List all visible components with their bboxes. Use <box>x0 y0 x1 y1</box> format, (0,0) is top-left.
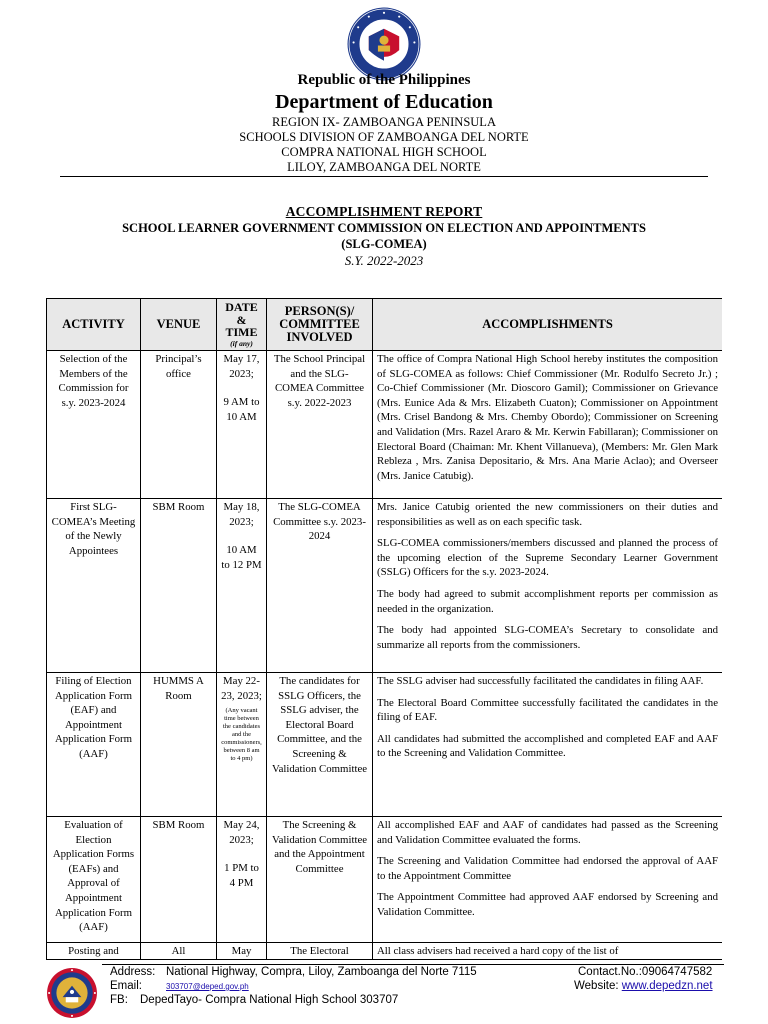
cell-venue: HUMMS A Room <box>141 673 217 817</box>
cell-venue: All <box>141 943 217 961</box>
footer-email: Email: 303707@deped.gov.ph <box>110 980 249 992</box>
school-logo-icon <box>46 967 98 1019</box>
header-region: REGION IX- ZAMBOANGA PENINSULA <box>272 115 496 129</box>
table-row <box>47 943 723 961</box>
cell-accomplishments: The SSLG adviser had successfully facilitated the candidates in filing AAF. The Electoral Board Committee successfully facilitated the candidates in the filing of EAF. All candidates had submitted the accomplished and completed EAF and AAF to the Screening and Validation Committee. <box>373 673 723 817</box>
table-row <box>47 499 723 673</box>
report-subtitle: SCHOOL LEARNER GOVERNMENT COMMISSION ON ELECTION AND APPOINTMENTS <box>122 221 646 235</box>
cell-venue: SBM Room <box>141 817 217 943</box>
cell-date: May 18, 2023; 10 AM to 12 PM <box>217 499 267 673</box>
cell-venue: SBM Room <box>141 499 217 673</box>
table-header-row <box>47 299 723 351</box>
website-link[interactable]: www.depedzn.net <box>621 980 713 992</box>
header-venue: VENUE <box>141 299 217 351</box>
cell-activity: Selection of the Members of the Commission for s.y. 2023-2024 <box>47 351 141 499</box>
cell-persons: The Screening & Validation Committee and the Appointment Committee <box>267 817 373 943</box>
footer-website: Website: www.depedzn.net <box>574 980 713 992</box>
cell-date: May 24, 2023; 1 PM to 4 PM <box>217 817 267 943</box>
cell-persons: The candidates for SSLG Officers, the SSLG adviser, the Electoral Board Committee, and the Screening & Validation Committee <box>267 673 373 817</box>
report-subtitle-abbrev: (SLG-COMEA) <box>341 237 427 251</box>
email-link[interactable]: 303707@deped.gov.ph <box>166 982 249 991</box>
report-title: ACCOMPLISHMENT REPORT <box>285 204 483 219</box>
accomplishment-table-wrapper <box>46 298 722 960</box>
header-date-time: DATE & TIME (if any) <box>217 299 267 351</box>
header-persons: PERSON(S)/ COMMITTEE INVOLVED <box>267 299 373 351</box>
cell-persons: The SLG-COMEA Committee s.y. 2023-2024 <box>267 499 373 673</box>
header-department: Department of Education <box>275 91 493 113</box>
footer-contact: Contact.No.:09064747582 <box>578 966 713 978</box>
header-accomplishments: ACCOMPLISHMENTS <box>373 299 723 351</box>
cell-persons: The Electoral <box>267 943 373 961</box>
header-school: COMPRA NATIONAL HIGH SCHOOL <box>281 145 487 159</box>
cell-activity: Posting and <box>47 943 141 961</box>
cell-accomplishments: The office of Compra National High School hereby institutes the composition of SLG-COMEA as follows: Chief Commissioner (Mr. Rodulfo Secreto Jr.) ; Co-Chief Commissioner (Mr. Dioscoro Gamil); Commissioner on Grievance (Mrs. Eunice Ada & Mrs. Elizabeth Cuaton); Commissioner on Appointment (Mrs. Crisel Bandong & Mrs. Chemby Obordo); Commissioner on Screening and Validation (Mrs. Razel Araro & Mr. Kerwin Fabillaran); Commissioner on Electoral Board (Chaiman: Mr. Khent Villanueva), (Members: Mr. Glen Mark Rebleza , Mrs. Zanisa Depositario, & Mrs. Ana Marie Aclao); and Overseer (Mrs. Janice Catubig). <box>373 351 723 499</box>
footer-facebook: FB: DepedTayo- Compra National High School 303707 <box>110 994 399 1006</box>
cell-activity: Evaluation of Election Application Forms (EAFs) and Approval of Appointment Application Form (AAF) <box>47 817 141 943</box>
cell-date: May <box>217 943 267 961</box>
table-row <box>47 817 723 943</box>
cell-persons: The School Principal and the SLG-COMEA Committee s.y. 2022-2023 <box>267 351 373 499</box>
accomplishment-table <box>46 298 722 960</box>
cell-venue: Principal’s office <box>141 351 217 499</box>
cell-accomplishments: All accomplished EAF and AAF of candidates had passed as the Screening and Validation Committee evaluated the forms. The Screening and Validation Committee had endorsed the approval of AAF to the Appointment Committee The Appointment Committee had approved AAF endorsed by Screening and Validation Committee. <box>373 817 723 943</box>
table-row <box>47 673 723 817</box>
deped-seal-icon <box>346 6 422 82</box>
cell-date: May 17, 2023; 9 AM to 10 AM <box>217 351 267 499</box>
header-location: LILOY, ZAMBOANGA DEL NORTE <box>287 160 481 174</box>
cell-activity: Filing of Election Application Form (EAF) and Appointment Application Form (AAF) <box>47 673 141 817</box>
cell-accomplishments: Mrs. Janice Catubig oriented the new commissioners on their duties and responsibilities as well as on each specific task. SLG-COMEA commissioners/members discussed and planned the process of the upcoming election of the Supreme Secondary Learner Government (SSLG) Officers for the s.y. 2023-2024. The body had agreed to submit accomplishment reports per commission as needed in the organization. The body had appointed SLG-COMEA’s Secretary to consolidate and summarize all reports from the commissioners. <box>373 499 723 673</box>
header-republic: Republic of the Philippines <box>297 72 471 88</box>
table-row <box>47 351 723 499</box>
cell-activity: First SLG-COMEA’s Meeting of the Newly Appointees <box>47 499 141 673</box>
cell-accomplishments: All class advisers had received a hard copy of the list of <box>373 943 723 961</box>
header-division: SCHOOLS DIVISION OF ZAMBOANGA DEL NORTE <box>239 130 529 144</box>
footer-divider <box>102 964 724 965</box>
header-activity: ACTIVITY <box>47 299 141 351</box>
footer-address: Address: National Highway, Compra, Liloy, Zamboanga del Norte 7115 <box>110 966 477 978</box>
report-school-year: S.Y. 2022-2023 <box>344 253 424 268</box>
cell-date: May 22- 23, 2023; (Any vacant time between the candidates and the commissioners, between 8 am to 4 pm) <box>217 673 267 817</box>
header-divider <box>60 176 708 177</box>
